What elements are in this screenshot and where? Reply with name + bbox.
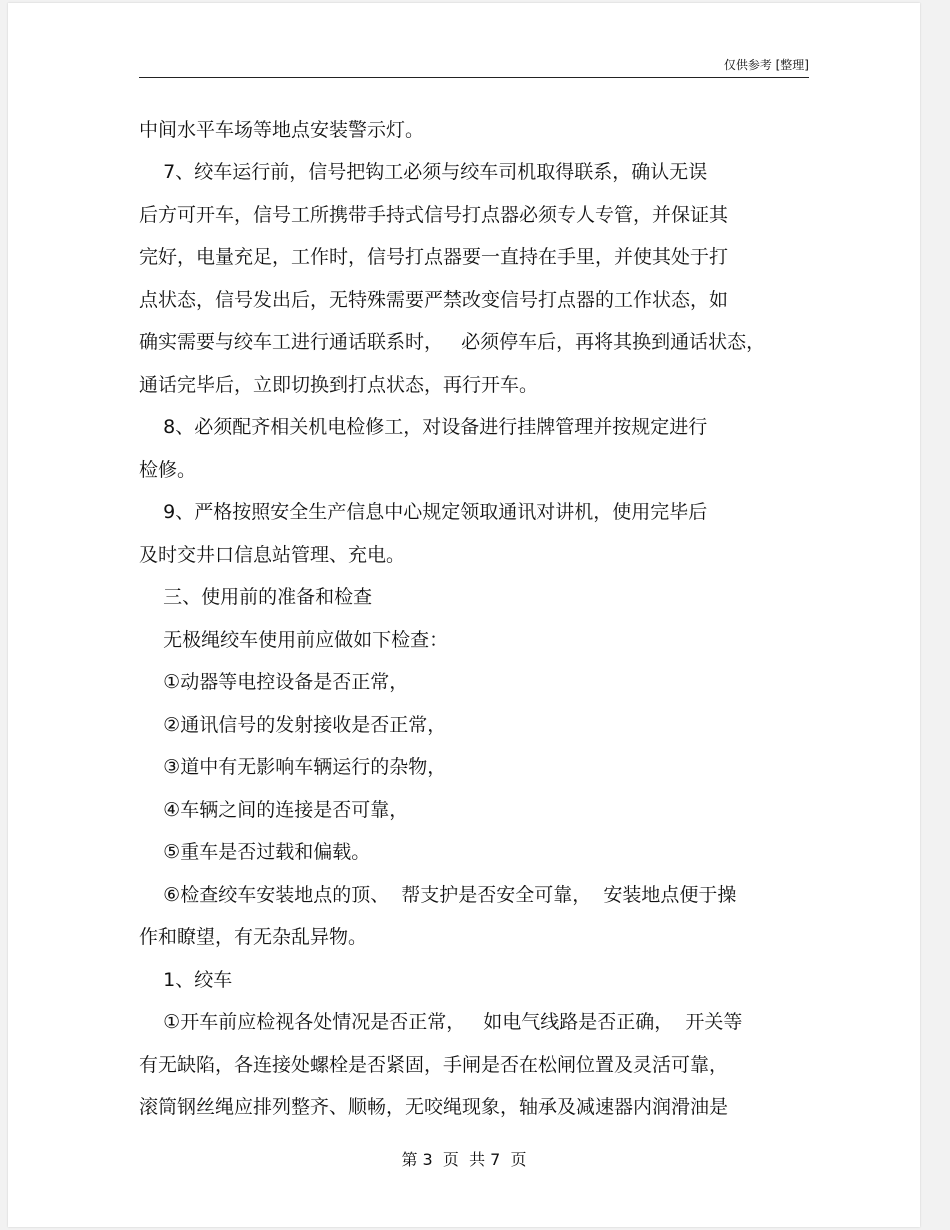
- text-line: 确实需要与绞车工进行通话联系时， 必须停车后，再将其换到通话状态，: [139, 331, 766, 353]
- text-line: 点状态，信号发出后，无特殊需要严禁改变信号打点器的工作状态，如: [139, 289, 729, 311]
- header-text: 仅供参考 [整理]: [723, 58, 809, 72]
- text-line: 8、必须配齐相关机电检修工，对设备进行挂牌管理并按规定进行: [139, 416, 708, 438]
- text-line: 检修。: [139, 459, 197, 481]
- page-header: [139, 53, 809, 78]
- text-line: 作和瞭望，有无杂乱异物。: [139, 926, 368, 948]
- text-line: 有无缺陷，各连接处螺栓是否紧固，手闸是否在松闸位置及灵活可靠，: [139, 1054, 729, 1076]
- text-line: 后方可开车，信号工所携带手持式信号打点器必须专人专管，并保证其: [139, 204, 729, 226]
- text-line: 9、严格按照安全生产信息中心规定领取通讯对讲机，使用完毕后: [139, 501, 708, 523]
- text-line: 完好，电量充足，工作时，信号打点器要一直持在手里，并使其处于打: [139, 246, 729, 268]
- list-item: ①开车前应检视各处情况是否正常， 如电气线路是否正确， 开关等: [139, 1011, 743, 1033]
- list-item: ⑤重车是否过载和偏载。: [139, 841, 371, 863]
- text-line: 无极绳绞车使用前应做如下检查：: [139, 629, 449, 651]
- text-line: 及时交井口信息站管理、充电。: [139, 544, 406, 566]
- section-heading: 三、使用前的准备和检查: [139, 586, 373, 608]
- document-page: [8, 3, 920, 1227]
- text-line: 通话完毕后，立即切换到打点状态，再行开车。: [139, 374, 539, 396]
- list-item: ①动器等电控设备是否正常，: [139, 671, 409, 693]
- list-item: ②通讯信号的发射接收是否正常，: [139, 714, 447, 736]
- text-line: 中间水平车场等地点安装警示灯。: [139, 119, 425, 141]
- list-item: ③道中有无影响车辆运行的杂物，: [139, 756, 447, 778]
- sub-heading: 1、绞车: [139, 969, 233, 991]
- list-item: ④车辆之间的连接是否可靠，: [139, 799, 409, 821]
- list-item: ⑥检查绞车安装地点的顶、 帮支护是否安全可靠， 安装地点便于操: [139, 884, 737, 906]
- page-footer: 第 3 页 共 7 页: [401, 1150, 527, 1169]
- text-line: 滚筒钢丝绳应排列整齐、顺畅，无咬绳现象，轴承及减速器内润滑油是: [139, 1096, 729, 1118]
- text-line: 7、绞车运行前，信号把钩工必须与绞车司机取得联系，确认无误: [139, 161, 708, 183]
